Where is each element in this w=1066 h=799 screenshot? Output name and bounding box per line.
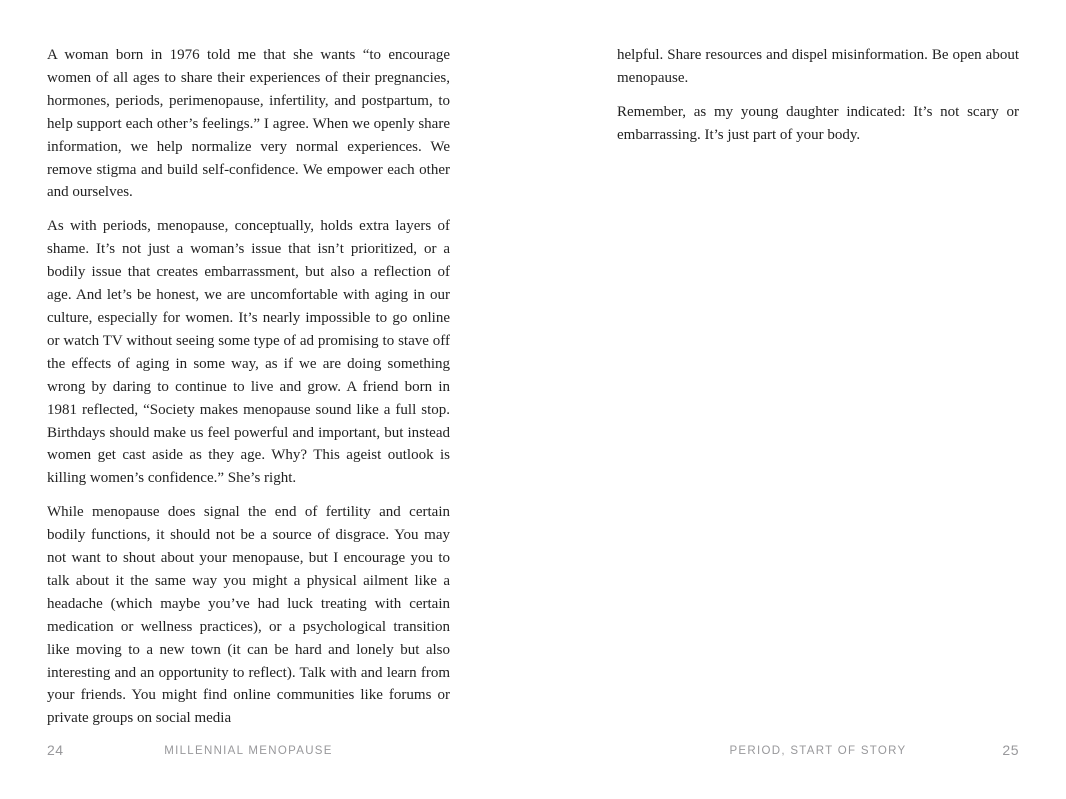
paragraph: As with periods, menopause, conceptually, holds extra layers of shame. It’s not just a woman’s issue that isn’t prioritized, or a bodily issue that creates embarrassment, but also a reflection of age. And let’s be honest, we are uncomfortable with aging in our culture, especially for women. It’s nearly impossible to go online or watch TV without seeing some type of ad promising to stave off the effects of aging in some way, as if we are doing something wrong by daring to continue to live and grow. A friend born in 1981 reflected, “Society makes menopause sound like a full stop. Birthdays should make us feel powerful and important, but instead women get cast aside as they age. Why? This ageist outlook is killing women’s confidence.” She’s right. bbox=[47, 218, 450, 487]
paragraph: helpful. Share resources and dispel misinformation. Be open about menopause. bbox=[617, 47, 1019, 86]
paragraph: Remember, as my young daughter indicated: It’s not scary or embarrassing. It’s just part of your body. bbox=[617, 103, 1019, 143]
page-number-left: 24 bbox=[47, 742, 64, 758]
paragraph: A woman born in 1976 told me that she wants “to encourage women of all ages to share their experiences of their pregnancies, hormones, periods, perimenopause, infertility, and postpartum, to help support each other’s feelings.” I agree. When we openly share information, we help normalize very normal experiences. We remove stigma and build self-confidence. We empower each other and ourselves. bbox=[47, 47, 450, 201]
left-page-text bbox=[47, 44, 450, 730]
right-page-text bbox=[617, 44, 1019, 147]
left-page-footer bbox=[47, 743, 450, 759]
running-head-right: PERIOD, START OF STORY bbox=[729, 745, 907, 757]
paragraph: While menopause does signal the end of fertility and certain bodily functions, it should not be a source of disgrace. You may not want to shout about your menopause, but I encourage you to talk about it the same way you might a physical ailment like a headache (which maybe you’ve had luck treating with certain medication or wellness practices), or a psychological transition like moving to a new town (it can be hard and lonely but also interesting and an opportunity to reflect). Talk with and learn from your friends. You might find online communities like forums or private groups on social media bbox=[47, 504, 450, 727]
running-head-left: MILLENNIAL MENOPAUSE bbox=[164, 745, 333, 757]
page-number-right: 25 bbox=[1002, 742, 1019, 758]
right-page-footer bbox=[617, 743, 1019, 759]
